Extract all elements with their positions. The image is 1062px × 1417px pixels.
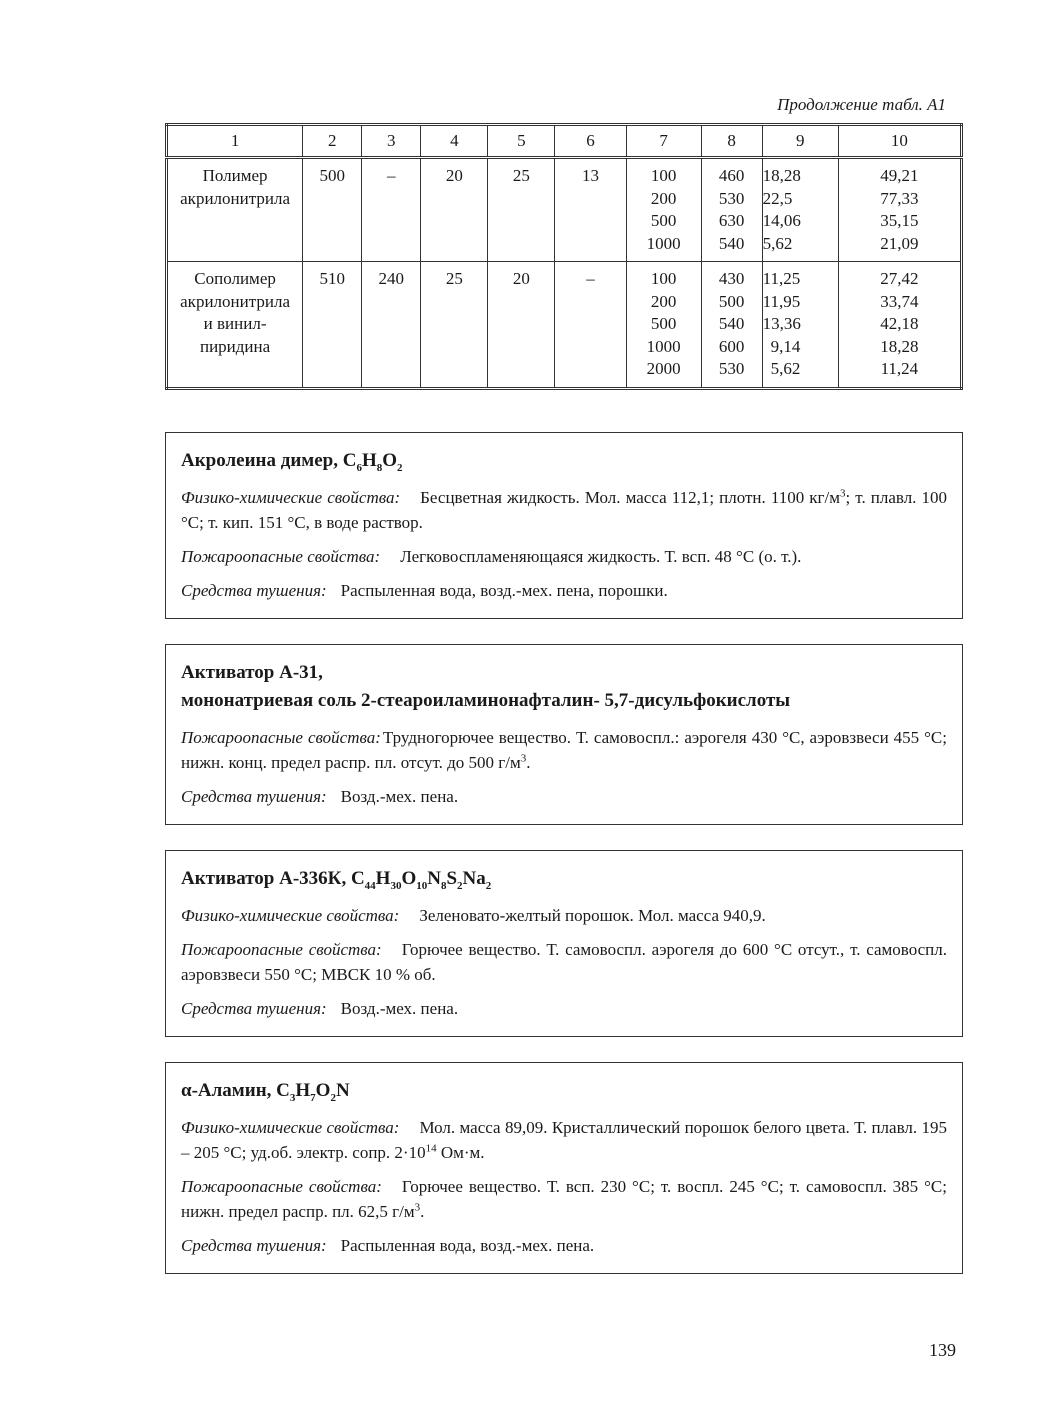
column-header: 10: [838, 125, 961, 158]
table-cell: [838, 158, 961, 262]
table-cell: [701, 262, 762, 389]
cell-line: 1000: [646, 336, 681, 356]
table-cell: [762, 158, 838, 262]
fire-properties: Пожароопасные свойства: Горючее вещество. Т. самовоспл. аэрогеля до 600 °С отсут., т. самовоспл. аэровзвеси 550 °С; МВСК 10 % об.: [181, 940, 948, 984]
cell-line: 11,25: [762, 269, 801, 288]
table-row: [167, 262, 962, 389]
table-continuation-caption: Продолжение табл. А1: [777, 95, 946, 114]
cell-line: 540: [718, 233, 745, 253]
table-cell: 25: [421, 262, 488, 389]
cell-line: акрилонитрила: [180, 188, 290, 208]
cell-line: 2000: [646, 359, 681, 378]
column-header: 4: [421, 125, 488, 158]
cell-line: 100: [650, 166, 677, 185]
table-cell: [626, 158, 701, 262]
cell-line: 5,62: [762, 233, 793, 253]
fire-properties: Пожароопасные свойства: Горючее вещество. Т. всп. 230 °С; т. воспл. 245 °С; т. самовоспл. 385 °С; нижн. предел распр. пл. 62,5 $г/м^3$.: [181, 1177, 947, 1221]
cell-line: 200: [650, 188, 677, 208]
cell-line: акрилонитрила: [180, 291, 290, 311]
table-cell: 13: [555, 158, 626, 262]
extinguishing-agents: Средства тушения: Распыленная вода, возд.-мех. пена, порошки.: [181, 581, 668, 600]
cell-line: 11,24: [880, 359, 919, 378]
column-header: 3: [362, 125, 421, 158]
cell-line: 5,62: [770, 359, 801, 378]
cell-line: 77,33: [880, 188, 919, 208]
table-cell: 500: [303, 158, 362, 262]
cell-line: 530: [718, 188, 745, 208]
extinguishing-agents: Средства тушения: Возд.-мех. пена.: [181, 787, 459, 806]
cell-line: 33,74: [880, 291, 919, 311]
cell-line: и винил-: [203, 314, 267, 333]
cell-line: пиридина: [199, 336, 271, 356]
table-cell: 240: [362, 262, 421, 389]
table-row: [167, 158, 962, 262]
cell-line: 540: [718, 314, 745, 333]
substance-entry-activator-a31: [165, 644, 963, 825]
table-cell: –: [555, 262, 626, 389]
cell-line: 630: [718, 211, 745, 230]
cell-line: 600: [718, 336, 745, 356]
entry-title: Акролеина димер, $C_6H_8O_2$: [181, 450, 403, 474]
extinguishing-agents: Средства тушения: Распыленная вода, возд.-мех. пена.: [181, 1236, 595, 1255]
table-cell: [762, 262, 838, 389]
table-cell: [701, 158, 762, 262]
entry-title: α-Аламин, $C_3H_7O_2N$: [181, 1080, 350, 1104]
column-header: 2: [303, 125, 362, 158]
cell-line: 14,06: [762, 211, 801, 230]
entry-title: Активатор А-336К, $C_{44}H_{30}O_{10}N_8S_2Na_2$: [181, 868, 492, 892]
fire-properties: Пожароопасные свойства: Легковоспламеняющаяся жидкость. Т. всп. 48 °С (о. т.).: [181, 547, 802, 566]
cell-line: 9,14: [770, 336, 801, 356]
cell-line: 530: [718, 359, 745, 378]
cell-line: 42,18: [880, 314, 919, 333]
table-cell: 25: [488, 158, 555, 262]
table-cell: 20: [488, 262, 555, 389]
table-cell: –: [362, 158, 421, 262]
column-header: 9: [762, 125, 838, 158]
cell-line: 430: [718, 269, 745, 288]
column-header: 8: [701, 125, 762, 158]
cell-line: 35,15: [880, 211, 919, 230]
page-number: 139: [929, 1340, 956, 1360]
table-cell: [626, 262, 701, 389]
column-header: 7: [626, 125, 701, 158]
cell-line: 460: [718, 166, 745, 185]
table-header-row: [167, 125, 962, 158]
column-header: 5: [488, 125, 555, 158]
table-cell: [838, 262, 961, 389]
substance-entry-alpha-alamin: [165, 1062, 963, 1274]
fire-properties: Пожароопасные свойства: Трудногорючее вещество. Т. самовоспл.: аэрогеля 430 °С, аэровзвеси 455 °С; нижн. конц. предел распр. пл. отсут. до 500 $г/м^3$.: [181, 728, 947, 772]
substance-name-cell: [167, 262, 303, 389]
column-header: 1: [167, 125, 303, 158]
cell-line: 500: [650, 211, 677, 230]
cell-line: 1000: [646, 233, 681, 253]
cell-line: 100: [650, 269, 677, 288]
cell-line: 500: [718, 291, 745, 311]
cell-line: 18,28: [762, 166, 801, 185]
cell-line: 49,21: [880, 166, 919, 185]
cell-line: Сополимер: [194, 269, 276, 288]
physchem-properties: Физико-химические свойства: Бесцветная жидкость. Мол. масса 112,1; плотн. 1100 $кг/м^3$; т. плавл. 100 °С; т. кип. 151 °С, в воде раствор.: [181, 487, 947, 532]
column-header: 6: [555, 125, 626, 158]
table-cell: 20: [421, 158, 488, 262]
table-cell: 510: [303, 262, 362, 389]
cell-line: 18,28: [880, 336, 919, 356]
cell-line: Полимер: [202, 166, 268, 185]
substance-entry-acrolein-dimer: [165, 432, 963, 619]
cell-line: 21,09: [880, 233, 919, 253]
physchem-properties: Физико-химические свойства: Зеленовато-желтый порошок. Мол. масса 940,9.: [181, 906, 766, 925]
cell-line: 22,5: [762, 188, 793, 208]
cell-line: 500: [650, 314, 677, 333]
entry-title: Активатор А-31, мононатриевая соль 2-стеароиламинонафталин- 5,7-дисульфокислоты: [181, 662, 791, 711]
data-table: [165, 123, 963, 390]
extinguishing-agents: Средства тушения: Возд.-мех. пена.: [181, 999, 459, 1018]
substance-name-cell: [167, 158, 303, 262]
cell-line: 13,36: [762, 314, 801, 333]
physchem-properties: Физико-химические свойства: Мол. масса 89,09. Кристаллический порошок белого цвета. Т. плавл. 195 – 205 °С; уд.об. электр. сопр. $2\cdot 10^{14}$ Ом·м.: [181, 1118, 947, 1162]
cell-line: 27,42: [880, 269, 919, 288]
cell-line: 200: [650, 291, 677, 311]
substance-entry-activator-a336k: [165, 850, 963, 1037]
cell-line: 11,95: [762, 291, 801, 311]
